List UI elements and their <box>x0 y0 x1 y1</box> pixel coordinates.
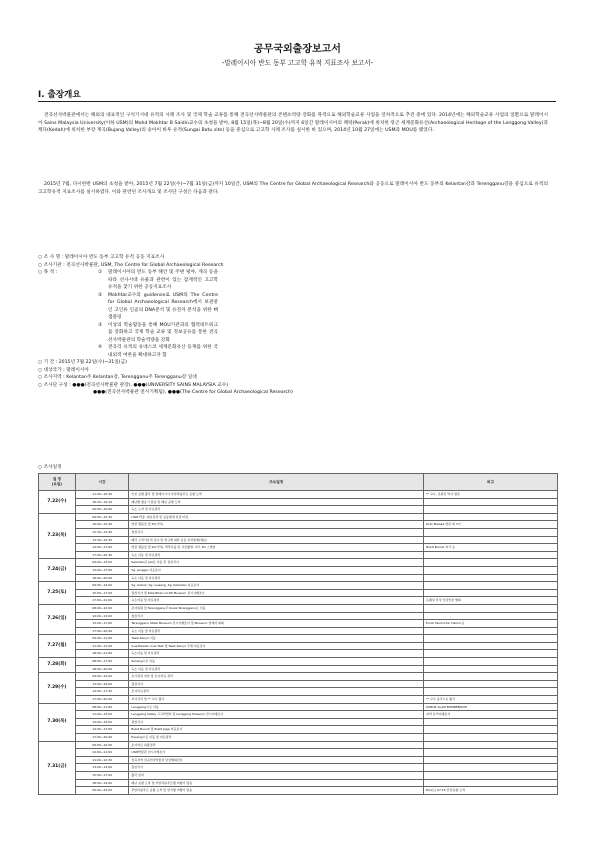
table-row <box>39 620 558 628</box>
schedule-time: 09:00~10:00 <box>75 741 129 749</box>
table-row <box>39 612 558 620</box>
schedule-agenda: 숙소 이동 및 자료정리 <box>129 627 424 635</box>
table-row <box>39 703 558 711</box>
purpose-number: ① <box>98 270 103 275</box>
schedule-time: 17:00~20:00 <box>75 696 129 704</box>
schedule-note <box>424 718 558 726</box>
table-row <box>39 589 558 597</box>
table-row <box>39 566 558 574</box>
table-row <box>39 650 558 658</box>
table-row <box>39 513 558 521</box>
schedule-agenda: 점심식사 <box>129 528 424 536</box>
schedule-note: ** 교수 중국으로 출국 <box>424 696 558 704</box>
schedule-header-agenda: 주요일정 <box>129 474 424 491</box>
intro-paragraph-1: 전곡선사박물관에서는 해외의 대표적인 구석기시대 유적의 사례 조사 및 국제 학술 교류를 통해 전곡선사박물관의 콘텐츠역량 강화를 목적으로 해외학술교류 사업을 연차적으로 추진 중에 있다. 2014년에는 해외학술교류 사업의 일환으로 말레이시아 Sains Malaysia University(이하 USM)의 Mohd Mokhtar B Saidin교수의 초청을 받아, 8월 15일(목)~8월 20일(수)까지 6일간 말레이시아의 페락(Perak)에 위치한 랑곤 세계문화유산(Archaeological Heritage of the Lenggong Valley)과 케다(Kedah)에 위치한 부장 계곡(Bujang Valley)의 숭아이 바투 유적(Sungai Batu site) 등을 중심으로 고고학 사례 조사를 실시한 바 있으며, 2014년 10월 27일에는 USM과 MOU를 맺었다. <box>38 113 548 134</box>
schedule-note <box>424 749 558 757</box>
table-row <box>39 749 558 757</box>
schedule-day: 7.31(금) <box>39 741 76 794</box>
schedule-agenda: USM 학장, 의료진과 및 공동협정 일정 미팅 <box>129 513 424 521</box>
schedule-time: 10:00~12:30 <box>75 521 129 529</box>
schedule-note <box>424 574 558 582</box>
schedule-time: 13:00~17:00 <box>75 566 129 574</box>
schedule-agenda: 숙소 이동 및 자료정리 <box>129 665 424 673</box>
section-heading: Ⅰ. 출장개요 <box>38 90 81 100</box>
schedule-note: KUBUR ALAM BOMBEBOCIE <box>424 703 558 711</box>
schedule-header-day: 일 정 (요일) <box>39 474 76 491</box>
schedule-time: 11:00~15:30 <box>75 491 129 499</box>
purpose-number: ③ <box>98 322 103 328</box>
schedule-time: 20:00~10:00 <box>75 506 129 514</box>
schedule-note <box>424 551 558 559</box>
schedule-time: 09:00~13:00 <box>75 559 129 567</box>
schedule-agenda: 점심식사 <box>129 718 424 726</box>
table-row <box>39 574 558 582</box>
schedule-agenda: 조사자료정리 <box>129 688 424 696</box>
table-row <box>39 726 558 734</box>
table-row <box>39 506 558 514</box>
schedule-time: 17:00~21:00 <box>75 597 129 605</box>
schedule-note <box>424 589 558 597</box>
schedule-note <box>424 680 558 688</box>
purpose-item <box>38 292 558 322</box>
schedule-time: 11:00~12:30 <box>75 756 129 764</box>
table-row <box>39 665 558 673</box>
schedule-time: 09:00~11:00 <box>75 635 129 643</box>
table-row <box>39 521 558 529</box>
schedule-note: Encik Tauhid bin Hamzi 등 <box>424 620 558 628</box>
schedule-day: 7.25(토) <box>39 582 76 605</box>
table-row <box>39 718 558 726</box>
overview-team: ○ 조사단 구성 : ●●●(전곡선사박물관 관장), ●●●(UNIVERSITY SAINS MALAYSIA 교수) <box>38 382 229 388</box>
schedule-note <box>424 658 558 666</box>
schedule-time: 12:00~13:00 <box>75 612 129 620</box>
schedule-note <box>424 498 558 506</box>
schedule-time: 18:00~20:00 <box>75 665 129 673</box>
schedule-time: 09:00~12:00 <box>75 673 129 681</box>
schedule-note <box>424 528 558 536</box>
schedule-time: 08:00~17:00 <box>75 658 129 666</box>
schedule-agenda: Lenggong Valley 고고학센터 및 Lenggong Museum 전시사례조사 <box>129 711 424 719</box>
schedule-time: 09:00~10:30 <box>75 513 129 521</box>
schedule-note <box>424 741 558 749</box>
table-row <box>39 734 558 742</box>
schedule-time: 14:00~17:30 <box>75 688 129 696</box>
schedule-note <box>424 635 558 643</box>
schedule-header-row <box>39 474 558 491</box>
purpose-number: ② <box>98 292 103 298</box>
schedule-time: 14:00~17:00 <box>75 726 129 734</box>
overview-purpose: ○ 목 적 : <box>38 270 58 275</box>
table-row <box>39 491 558 499</box>
schedule-note <box>424 665 558 673</box>
table-row <box>39 528 558 536</box>
intro-paragraph-2: 2015년 7월, 다시한번 USM의 초청을 받아, 2015년 7월 22일(수)~7월 31일(금)까지 10일간, USM의 The Centre for Global Archaeological Research와 공동으로 말레이시아 반도 동부의 Kelantan강과 Terengganu강을 중심으로 유적의 고고학유적 지표조사를 실시하였다. 이와 관련된 조사개요 및 조사단 구성은 다음과 같다. <box>38 182 548 195</box>
schedule-note <box>424 604 558 612</box>
schedule-note <box>424 688 558 696</box>
schedule-note <box>424 779 558 787</box>
table-row <box>39 764 558 772</box>
schedule-note: Koto Melaka 연골 외 3기 <box>424 521 558 529</box>
overview-region: ○ 조사지역 : Kelantan주 Kelantan강, Terengganu주 Terengganu강 일대 <box>38 375 197 380</box>
schedule-agenda: Sg. Gobok, Sg. Gusang, Sg. Kelantan 지표조사 <box>129 582 424 590</box>
purpose-item <box>38 322 558 345</box>
schedule-note <box>424 582 558 590</box>
schedule-note: 돈웨딩 작성 인류인골 협의 <box>424 597 558 605</box>
schedule-agenda: 조사위원 및 Terengganu주 Kuala Terengganu로 이동 <box>129 604 424 612</box>
schedule-note <box>424 612 558 620</box>
schedule-day: 7.30(목) <box>39 703 76 741</box>
schedule-day: 7.29(수) <box>39 673 76 703</box>
schedule-note: ** 교수, 조원진 박사 합류 <box>424 491 558 499</box>
overview-name: ○ 조 사 명 : 말레이시아 반도 동부 고고학 유적 공동 지표조사 <box>38 255 165 260</box>
schedule-agenda: 페락 구석기유적 조사 및 연구에 의한 동굴 조치현재(예)보 <box>129 536 424 544</box>
schedule-day: 7.23(목) <box>39 513 76 559</box>
schedule-day: 7.22(수) <box>39 491 76 514</box>
table-row <box>39 597 558 605</box>
schedule-note <box>424 650 558 658</box>
overview-country: ○ 대상국가 : 말레이시아 <box>38 367 89 373</box>
schedule-agenda: 점심식사 <box>129 764 424 772</box>
schedule-agenda: Terengganu State Museum 전시사례조사 및 Museum 관계자 회의 <box>129 620 424 628</box>
overview-team-cont: ●●●(전곡선사박물관 전시기획팀), ●●●(The Centre for Global Archaeological Research) <box>93 390 293 395</box>
schedule-agenda: 전곡지역 전곡선사박물관 담당협의진보 <box>129 756 424 764</box>
table-row <box>39 498 558 506</box>
report-title: 공무국외출장보고서 <box>254 44 341 55</box>
table-row <box>39 604 558 612</box>
report-subtitle: -말레이시아 반도 동부 고고학 유적 지표조사 보고서- <box>221 59 374 67</box>
schedule-time: 17:00~20:00 <box>75 734 129 742</box>
schedule-table <box>38 473 558 795</box>
overview-list <box>38 254 558 397</box>
purpose-list <box>38 269 558 359</box>
schedule-time: 18:00~21:00 <box>75 650 129 658</box>
schedule-header-time: 시간 <box>75 474 129 491</box>
schedule-agenda: Sg. Jenggul 지표조사 <box>129 566 424 574</box>
schedule-agenda: Tasik Kenyir 이동 <box>129 635 424 643</box>
schedule-time: 13:00~17:00 <box>75 620 129 628</box>
schedule-time: 13:30~14:30 <box>75 536 129 544</box>
schedule-time: 20:00~23:00 <box>75 787 129 795</box>
schedule-agenda: 점심식사 <box>129 612 424 620</box>
schedule-note: 8/1(토) 07:15 인천공항 도착 <box>424 787 558 795</box>
schedule-note <box>424 506 558 514</box>
schedule-time: 18:00~20:00 <box>75 574 129 582</box>
table-row <box>39 741 558 749</box>
schedule-agenda: Penang으로 이동 및 자료정리 <box>129 734 424 742</box>
purpose-text: Mokhtar교수의 guidence로 USM의 The Centre for Global Archaeological Research에서 보관중인 고인류 인골의 DNA분석 및 유전자 분석을 위한 뼈 샘플링 <box>108 292 218 320</box>
schedule-time: 11:00~17:00 <box>75 642 129 650</box>
schedule-agenda: 인천 공항 출국 및 말레이시아 쿠알라룸푸르 공항 도착 <box>129 491 424 499</box>
purpose-item <box>38 269 558 292</box>
schedule-time: 10:00~11:00 <box>75 749 129 757</box>
schedule-agenda: 조사결과 야담 및 조사자료 정리 <box>129 673 424 681</box>
schedule-note <box>424 642 558 650</box>
purpose-number: ④ <box>98 345 103 350</box>
schedule-agenda: Penang으로 이동 <box>129 658 424 666</box>
schedule-day: 7.28(화) <box>39 658 76 673</box>
schedule-agenda: 페낭행 항공기 탑승 및 페낭 공항 도착 <box>129 498 424 506</box>
schedule-note: Bukit Bunuh 씨기 등 <box>424 544 558 552</box>
schedule-agenda: Bukit Bunuh 및 Bukit Jaga 지표조사 <box>129 726 424 734</box>
table-row <box>39 680 558 688</box>
table-row <box>39 627 558 635</box>
schedule-day: 7.26(일) <box>39 604 76 634</box>
table-row <box>39 544 558 552</box>
schedule-time: 17:00~20:00 <box>75 627 129 635</box>
schedule-agenda: 숙소이동 및 자료정리 <box>129 650 424 658</box>
table-row <box>39 658 558 666</box>
schedule-note <box>424 513 558 521</box>
table-row <box>39 787 558 795</box>
schedule-agenda: 점심식사 및 Kota Bharu Craft Museum 전시사례조사 <box>129 589 424 597</box>
schedule-time: 18:00~19:00 <box>75 779 129 787</box>
overview-period: ○ 기 간 : 2015년 7월 22일(수)~31일(금) <box>38 360 127 365</box>
schedule-note <box>424 536 558 544</box>
table-row <box>39 673 558 681</box>
schedule-time: 09:00~14:00 <box>75 582 129 590</box>
schedule-time: 13:00~14:00 <box>75 680 129 688</box>
purpose-text: 말레이시아의 반도 동부 해안 및 주변 평야, 계곡 등을 따라 선사시대 유물과 관련이 있는 잠재적인 고고학 유적을 찾기 위한 공동지표조사 <box>108 270 218 290</box>
schedule-note <box>424 726 558 734</box>
schedule-time: 08:00~12:00 <box>75 604 129 612</box>
table-row <box>39 635 558 643</box>
table-row <box>39 642 558 650</box>
schedule-agenda: 페낭 공항 도착 및 쿠알라룸푸르행 비행기 탑승 <box>129 779 424 787</box>
schedule-note <box>424 734 558 742</box>
schedule-time: 15:00~17:00 <box>75 589 129 597</box>
table-row <box>39 711 558 719</box>
schedule-agenda: Lenggong으로 이동 <box>129 703 424 711</box>
schedule-agenda: USM박물관 전시사례조사 <box>129 749 424 757</box>
table-row <box>39 779 558 787</box>
schedule-heading: ○ 조사일정 <box>38 465 62 470</box>
table-row <box>39 551 558 559</box>
schedule-time: 11:00~13:00 <box>75 711 129 719</box>
table-row <box>39 696 558 704</box>
schedule-agenda: 점심식사 <box>129 680 424 688</box>
schedule-agenda: Gua Bewah, Gua Taat 및 Tasik Kenyir 주변 지표조사 <box>129 642 424 650</box>
schedule-note <box>424 673 558 681</box>
table-row <box>39 536 558 544</box>
table-row <box>39 771 558 779</box>
schedule-day: 7.27(월) <box>39 635 76 658</box>
schedule-note <box>424 627 558 635</box>
schedule-time: 08:00~11:00 <box>75 703 129 711</box>
table-row <box>39 582 558 590</box>
schedule-note <box>424 756 558 764</box>
schedule-note <box>424 566 558 574</box>
table-row <box>39 756 558 764</box>
schedule-agenda: Kelantan주 Jeli로 이동 및 점심식사 <box>129 559 424 567</box>
schedule-agenda: 출국 준비 <box>129 771 424 779</box>
schedule-note: 지역 유적사례조사 <box>424 711 558 719</box>
schedule-agenda: 숙소 이동 및 자료정리 <box>129 574 424 582</box>
schedule-agenda: 숙소 도착 및 자료정리 <box>129 506 424 514</box>
schedule-agenda: 자국서서 및 ** 교수 출국 <box>129 696 424 704</box>
schedule-agenda: 숙소이동 및 자료정리 <box>129 597 424 605</box>
overview-org: ○ 조사기관 : 전곡선사박물관, USM, The Centre for Global Archaeological Research <box>38 262 224 268</box>
schedule-time: 13:00~14:00 <box>75 718 129 726</box>
schedule-time: 15:00~17:00 <box>75 771 129 779</box>
schedule-agenda: 쿠알라룸푸르 공항 도착 및 한국행 비행기 탑승 <box>129 787 424 795</box>
schedule-note <box>424 771 558 779</box>
section-rule <box>38 101 556 102</box>
schedule-day: 7.24(금) <box>39 559 76 582</box>
purpose-text: 이상의 학술활동을 통해 MOU기관과의 협력네트워크를 강화하고 국제 학술 교류 및 정보공유를 통한 전곡선사박물관의 학술역량을 강화 <box>108 322 218 343</box>
table-row <box>39 559 558 567</box>
schedule-agenda: 조사자료 최종정리 <box>129 741 424 749</box>
schedule-time: 17:00~20:30 <box>75 551 129 559</box>
schedule-time: 14:00~17:00 <box>75 544 129 552</box>
schedule-note <box>424 764 558 772</box>
schedule-time: 13:00~14:00 <box>75 764 129 772</box>
schedule-agenda: 숙소 이동 및 자료정리 <box>129 551 424 559</box>
purpose-item <box>38 344 558 359</box>
table-row <box>39 688 558 696</box>
schedule-agenda: 연골 샘플링 및 ID(기억), 색깍이를 및 사진촬영, 씨기 3D 스캐닝 <box>129 544 424 552</box>
schedule-time: 16:20~19:10 <box>75 498 129 506</box>
schedule-header-note: 비고 <box>424 474 558 491</box>
purpose-text: 전곡리 유적의 유네스코 세계문화유산 등재를 위한 국내외적 여론을 확대하고자 함 <box>108 345 218 358</box>
schedule-note <box>424 559 558 567</box>
schedule-agenda: 연골 샘플링 및 ID(기억) <box>129 521 424 529</box>
schedule-time: 12:30~13:30 <box>75 528 129 536</box>
